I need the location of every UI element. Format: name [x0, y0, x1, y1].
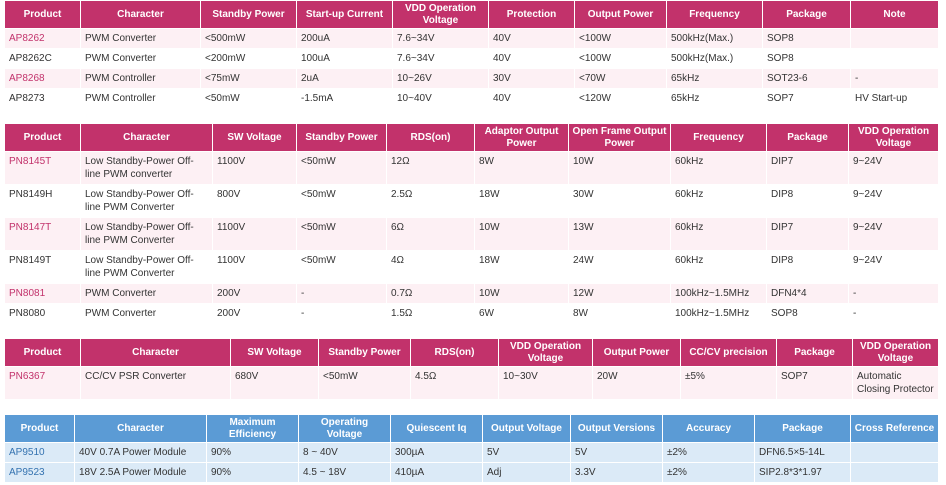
cell-product: AP8268	[5, 69, 81, 89]
cell-output-power: <100W	[575, 49, 667, 69]
cell-rdson: 4Ω	[387, 251, 475, 284]
cell-cccv-precision: ±5%	[681, 367, 777, 400]
cell-product: PN8081	[5, 284, 81, 304]
cell-note: -	[851, 69, 939, 89]
table-header-row	[5, 1, 939, 29]
cell-cross-reference	[851, 443, 939, 463]
offline-pwm-converter-table	[4, 123, 939, 324]
cell-character: Low Standby-Power Off-line PWM Converter	[81, 218, 213, 251]
cell-sw-voltage: 1100V	[213, 251, 297, 284]
column-header-vdd-operation-voltage: VDD Operation Voltage	[849, 124, 939, 152]
cell-standby-power: <50mW	[297, 185, 387, 218]
cell-open-frame-output-power: 12W	[569, 284, 671, 304]
cell-vdd-operation-voltage: 9~24V	[849, 218, 939, 251]
cell-adaptor-output-power: 18W	[475, 251, 569, 284]
cell-character: Low Standby-Power Off-line PWM converter	[81, 152, 213, 185]
cell-note	[851, 29, 939, 49]
column-header-accuracy: Accuracy	[663, 415, 755, 443]
cell-rdson: 6Ω	[387, 218, 475, 251]
cell-vdd-operation-voltage: 10~40V	[393, 89, 489, 109]
column-header-open-frame-output-power: Open Frame Output Power	[569, 124, 671, 152]
column-header-character: Character	[81, 124, 213, 152]
cell-standby-power: <75mW	[201, 69, 297, 89]
cell-accuracy: ±2%	[663, 463, 755, 483]
column-header-vdd-operation-voltage-2: VDD Operation Voltage	[853, 339, 939, 367]
cell-output-power: <120W	[575, 89, 667, 109]
cell-rdson: 12Ω	[387, 152, 475, 185]
cell-standby-power: <50mW	[319, 367, 411, 400]
column-header-cross-reference: Cross Reference	[851, 415, 939, 443]
column-header-note: Note	[851, 1, 939, 29]
table-divider	[0, 324, 946, 338]
cell-vdd-operation-voltage: -	[849, 284, 939, 304]
cell-adaptor-output-power: 18W	[475, 185, 569, 218]
cell-product: AP8262C	[5, 49, 81, 69]
table-row	[5, 304, 939, 324]
cell-product: PN6367	[5, 367, 81, 400]
cell-adaptor-output-power: 10W	[475, 284, 569, 304]
cell-product: AP9523	[5, 463, 75, 483]
cell-vdd-operation-voltage: 9~24V	[849, 251, 939, 284]
cell-character: 18V 2.5A Power Module	[75, 463, 207, 483]
cell-vdd-operation-voltage: 7.6~34V	[393, 29, 489, 49]
cell-startup-current: -1.5mA	[297, 89, 393, 109]
cell-vdd-operation-voltage: 10~30V	[499, 367, 593, 400]
table-row	[5, 29, 939, 49]
column-header-standby-power: Standby Power	[297, 124, 387, 152]
column-header-sw-voltage: SW Voltage	[231, 339, 319, 367]
column-header-package: Package	[763, 1, 851, 29]
column-header-product: Product	[5, 339, 81, 367]
table-row	[5, 443, 939, 463]
cell-sw-voltage: 200V	[213, 284, 297, 304]
column-header-output-voltage: Output Voltage	[483, 415, 571, 443]
cell-frequency: 500kHz(Max.)	[667, 49, 763, 69]
cell-frequency: 60kHz	[671, 218, 767, 251]
cell-package: SOP8	[763, 29, 851, 49]
column-header-standby-power: Standby Power	[201, 1, 297, 29]
cell-output-versions: 3.3V	[571, 463, 663, 483]
cell-protection: 40V	[489, 49, 575, 69]
cell-product: PN8149T	[5, 251, 81, 284]
cell-product: AP9510	[5, 443, 75, 463]
cell-character: PWM Converter	[81, 304, 213, 324]
cell-character: PWM Converter	[81, 284, 213, 304]
cell-character: PWM Controller	[81, 69, 201, 89]
cell-standby-power: <50mW	[297, 251, 387, 284]
cell-standby-power: <500mW	[201, 29, 297, 49]
cell-open-frame-output-power: 24W	[569, 251, 671, 284]
cell-frequency: 65kHz	[667, 89, 763, 109]
column-header-package: Package	[777, 339, 853, 367]
cell-rdson: 0.7Ω	[387, 284, 475, 304]
cell-protection: 30V	[489, 69, 575, 89]
cell-quiescent-iq: 410µA	[391, 463, 483, 483]
cell-open-frame-output-power: 30W	[569, 185, 671, 218]
cell-vdd-operation-voltage: 9~24V	[849, 185, 939, 218]
cell-frequency: 60kHz	[671, 185, 767, 218]
column-header-cccv-precision: CC/CV precision	[681, 339, 777, 367]
cell-output-power: 20W	[593, 367, 681, 400]
cell-package: DFN6.5×5-14L	[755, 443, 851, 463]
cell-product: PN8145T	[5, 152, 81, 185]
cell-product: AP8273	[5, 89, 81, 109]
cell-standby-power: <50mW	[297, 218, 387, 251]
cell-note: HV Start-up	[851, 89, 939, 109]
cell-product: PN8080	[5, 304, 81, 324]
cell-operating-voltage: 4.5 ~ 18V	[299, 463, 391, 483]
cell-vdd-operation-voltage: 7.6~34V	[393, 49, 489, 69]
column-header-product: Product	[5, 1, 81, 29]
cell-startup-current: 2uA	[297, 69, 393, 89]
cell-adaptor-output-power: 8W	[475, 152, 569, 185]
column-header-package: Package	[755, 415, 851, 443]
cell-maximum-efficiency: 90%	[207, 463, 299, 483]
cell-output-power: <70W	[575, 69, 667, 89]
cell-character: PWM Converter	[81, 29, 201, 49]
column-header-rdson: RDS(on)	[387, 124, 475, 152]
cell-rdson: 2.5Ω	[387, 185, 475, 218]
cell-character: PWM Converter	[81, 49, 201, 69]
cell-standby-power: -	[297, 284, 387, 304]
column-header-quiescent-iq: Quiescent Iq	[391, 415, 483, 443]
table-header-row	[5, 415, 939, 443]
column-header-rdson: RDS(on)	[411, 339, 499, 367]
cell-vdd-operation-voltage: 9~24V	[849, 152, 939, 185]
cell-package: SOP7	[777, 367, 853, 400]
pwm-converter-controller-table	[4, 0, 939, 109]
table-row	[5, 218, 939, 251]
cell-protection: 40V	[489, 29, 575, 49]
column-header-character: Character	[81, 1, 201, 29]
column-header-startup-current: Start-up Current	[297, 1, 393, 29]
column-header-adaptor-output-power: Adaptor Output Power	[475, 124, 569, 152]
table-row	[5, 152, 939, 185]
column-header-maximum-efficiency: Maximum Efficiency	[207, 415, 299, 443]
cell-package: SOP8	[767, 304, 849, 324]
column-header-frequency: Frequency	[667, 1, 763, 29]
table-row	[5, 49, 939, 69]
cell-character: Low Standby-Power Off-line PWM Converter	[81, 185, 213, 218]
cell-standby-power: <50mW	[297, 152, 387, 185]
cell-sw-voltage: 800V	[213, 185, 297, 218]
cell-package: SIP2.8*3*1.97	[755, 463, 851, 483]
cell-output-versions: 5V	[571, 443, 663, 463]
table-row	[5, 367, 939, 400]
cell-startup-current: 100uA	[297, 49, 393, 69]
cell-cross-reference	[851, 463, 939, 483]
cell-startup-current: 200uA	[297, 29, 393, 49]
column-header-frequency: Frequency	[671, 124, 767, 152]
cell-frequency: 60kHz	[671, 152, 767, 185]
table-row	[5, 463, 939, 483]
cell-package: SOT23-6	[763, 69, 851, 89]
cell-package: SOP8	[763, 49, 851, 69]
cell-character: PWM Controller	[81, 89, 201, 109]
column-header-character: Character	[81, 339, 231, 367]
cell-adaptor-output-power: 10W	[475, 218, 569, 251]
table-header-row	[5, 339, 939, 367]
cell-package: DIP7	[767, 218, 849, 251]
cell-open-frame-output-power: 13W	[569, 218, 671, 251]
cell-frequency: 500kHz(Max.)	[667, 29, 763, 49]
cell-sw-voltage: 1100V	[213, 218, 297, 251]
table-row	[5, 185, 939, 218]
table-header-row	[5, 124, 939, 152]
column-header-output-power: Output Power	[593, 339, 681, 367]
cell-frequency: 100kHz~1.5MHz	[671, 284, 767, 304]
table-row	[5, 69, 939, 89]
cell-adaptor-output-power: 6W	[475, 304, 569, 324]
cell-frequency: 60kHz	[671, 251, 767, 284]
cell-standby-power: <200mW	[201, 49, 297, 69]
column-header-package: Package	[767, 124, 849, 152]
column-header-product: Product	[5, 124, 81, 152]
table-divider	[0, 400, 946, 414]
column-header-output-versions: Output Versions	[571, 415, 663, 443]
cell-character: 40V 0.7A Power Module	[75, 443, 207, 463]
table-row	[5, 251, 939, 284]
cell-vdd-operation-voltage: 10~26V	[393, 69, 489, 89]
column-header-standby-power: Standby Power	[319, 339, 411, 367]
cell-protection: 40V	[489, 89, 575, 109]
cell-product: PN8147T	[5, 218, 81, 251]
cell-maximum-efficiency: 90%	[207, 443, 299, 463]
cell-sw-voltage: 1100V	[213, 152, 297, 185]
cell-output-voltage: 5V	[483, 443, 571, 463]
cell-frequency: 100kHz~1.5MHz	[671, 304, 767, 324]
cell-output-voltage: Adj	[483, 463, 571, 483]
cell-note	[851, 49, 939, 69]
cell-package: DFN4*4	[767, 284, 849, 304]
column-header-vdd-operation-voltage: VDD Operation Voltage	[499, 339, 593, 367]
table-row	[5, 284, 939, 304]
cell-accuracy: ±2%	[663, 443, 755, 463]
power-module-table	[4, 414, 939, 483]
cell-standby-power: -	[297, 304, 387, 324]
column-header-sw-voltage: SW Voltage	[213, 124, 297, 152]
column-header-operating-voltage: Operating Voltage	[299, 415, 391, 443]
column-header-character: Character	[75, 415, 207, 443]
cell-output-power: <100W	[575, 29, 667, 49]
cell-quiescent-iq: 300µA	[391, 443, 483, 463]
cell-package: DIP8	[767, 251, 849, 284]
column-header-protection: Protection	[489, 1, 575, 29]
cell-package: SOP7	[763, 89, 851, 109]
cell-rdson: 4.5Ω	[411, 367, 499, 400]
cell-product: PN8149H	[5, 185, 81, 218]
cell-vdd-operation-voltage-2: Automatic Closing Protector	[853, 367, 939, 400]
cell-operating-voltage: 8 ~ 40V	[299, 443, 391, 463]
cell-standby-power: <50mW	[201, 89, 297, 109]
cell-sw-voltage: 200V	[213, 304, 297, 324]
cell-vdd-operation-voltage: -	[849, 304, 939, 324]
cell-rdson: 1.5Ω	[387, 304, 475, 324]
column-header-product: Product	[5, 415, 75, 443]
cell-open-frame-output-power: 10W	[569, 152, 671, 185]
column-header-output-power: Output Power	[575, 1, 667, 29]
cell-product: AP8262	[5, 29, 81, 49]
cell-package: DIP7	[767, 152, 849, 185]
cell-package: DIP8	[767, 185, 849, 218]
table-row	[5, 89, 939, 109]
cell-character: Low Standby-Power Off-line PWM Converter	[81, 251, 213, 284]
cell-character: CC/CV PSR Converter	[81, 367, 231, 400]
psr-converter-table	[4, 338, 939, 400]
column-header-vdd-operation-voltage: VDD Operation Voltage	[393, 1, 489, 29]
cell-sw-voltage: 680V	[231, 367, 319, 400]
table-divider	[0, 109, 946, 123]
cell-frequency: 65kHz	[667, 69, 763, 89]
cell-open-frame-output-power: 8W	[569, 304, 671, 324]
